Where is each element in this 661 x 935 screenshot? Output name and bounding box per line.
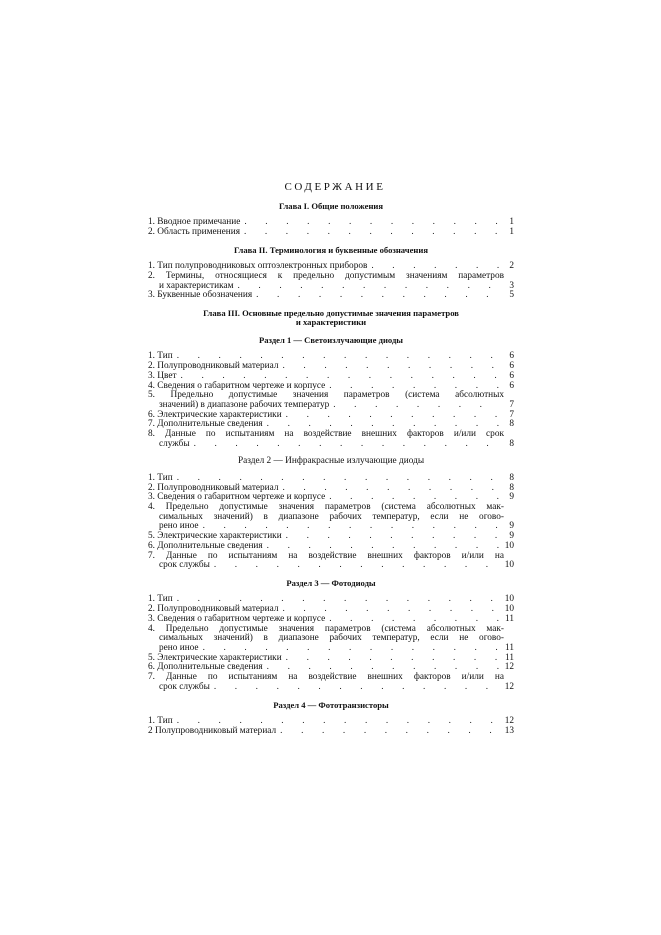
- page-number: 2: [509, 261, 514, 272]
- page-number: 3: [509, 280, 514, 291]
- entry-text: рено иное: [159, 521, 199, 532]
- toc-entry[interactable]: [148, 391, 514, 410]
- page-number: 9: [509, 521, 514, 532]
- page-number: 9: [509, 492, 514, 503]
- section-heading: Раздел 4 — Фототранзисторы: [273, 699, 389, 710]
- page-number: 1: [509, 217, 514, 228]
- entry-text: срок службы: [159, 681, 210, 692]
- section-heading: Глава I. Общие положения: [278, 200, 384, 211]
- entry-text: 1. Тип: [148, 351, 173, 362]
- toc-section: [148, 309, 514, 328]
- page-number: 8: [509, 419, 514, 430]
- entry-text: 8. Данные по испытаниям на воздействие внешних факторов и/или срок: [148, 429, 504, 440]
- page-number: 12: [504, 662, 514, 673]
- entry-text: 2 Полупроводниковый материал: [148, 725, 277, 736]
- entry-text: 6. Дополнительные сведения: [148, 540, 263, 551]
- toc-entry[interactable]: [148, 430, 514, 449]
- entry-text: службы: [159, 438, 190, 449]
- entry-text: 7. Дополнительные сведения: [148, 419, 263, 430]
- page-number: 8: [509, 482, 514, 493]
- dot-leader: [278, 362, 500, 372]
- page-number: 11: [505, 643, 514, 653]
- entry-text: 3. Цвет: [148, 370, 177, 381]
- page-number: 8: [509, 438, 514, 449]
- toc-section: [148, 579, 514, 693]
- entry-text: 3. Сведения о габаритном чертеже и корпусе: [148, 613, 326, 624]
- toc-entry[interactable]: [148, 228, 514, 238]
- entry-text: 1. Тип: [148, 472, 173, 483]
- entry-text: симальных значений) в диапазоне рабочих температур, если не огово-: [159, 633, 504, 644]
- page-number: 12: [504, 716, 514, 727]
- entry-text: 2. Полупроводниковый материал: [148, 604, 279, 615]
- entry-text: 3. Сведения о габаритном чертеже и корпусе: [148, 492, 326, 503]
- dot-leader: [210, 561, 500, 571]
- page-number: 6: [509, 361, 514, 372]
- entry-text: значений) в диапазоне рабочих температур: [159, 399, 330, 410]
- page-number: 5: [509, 290, 514, 301]
- entry-text: 1. Вводное примечание: [148, 217, 241, 228]
- toc-title: СОДЕРЖАНИЕ: [284, 181, 386, 193]
- section-heading: Раздел 3 — Фотодиоды: [286, 577, 376, 588]
- entry-text: 6. Дополнительные сведения: [148, 662, 263, 673]
- toc-entry[interactable]: [148, 727, 514, 737]
- dot-leader: [276, 727, 500, 737]
- table-of-contents: [148, 183, 514, 736]
- page-number: 7: [509, 409, 514, 420]
- entry-text: 2. Термины, относящиеся к предельно допустимым значениям параметров: [148, 270, 504, 281]
- page-number: 10: [504, 594, 514, 605]
- toc-section: [148, 246, 514, 301]
- toc-entry[interactable]: [148, 673, 514, 692]
- dot-leader: [240, 218, 500, 228]
- page-number: 11: [505, 613, 514, 624]
- page-number: 6: [509, 380, 514, 391]
- page-number: 6: [509, 351, 514, 362]
- dot-leader: [282, 532, 500, 542]
- page-number: 11: [505, 652, 514, 663]
- section-heading: Глава II. Терминология и буквенные обозначения: [234, 244, 428, 255]
- dot-leader: [190, 440, 500, 450]
- toc-entry[interactable]: [148, 291, 514, 301]
- entry-text: 3. Буквенные обозначения: [148, 290, 253, 301]
- page-number: 13: [504, 725, 514, 736]
- dot-leader: [252, 291, 500, 301]
- page-number: 12: [504, 681, 514, 692]
- toc-sections: [148, 202, 514, 737]
- dot-leader: [233, 282, 500, 292]
- toc-section: [148, 457, 514, 571]
- entry-text: 7. Данные по испытаниям на воздействие внешних факторов и/или на: [148, 672, 504, 683]
- section-heading: и характеристики: [295, 317, 367, 328]
- toc-entry[interactable]: [148, 552, 514, 571]
- page-number: 10: [504, 540, 514, 551]
- toc-section: [148, 701, 514, 737]
- toc-entry[interactable]: [148, 272, 514, 291]
- toc-section: [148, 202, 514, 238]
- dot-leader: [240, 228, 500, 238]
- entry-text: рено иное: [159, 643, 199, 653]
- section-heading: Глава III. Основные предельно допустимые значения параметров: [203, 307, 459, 318]
- entry-text: 1. Тип полупроводниковых оптоэлектронных приборов: [148, 261, 368, 272]
- toc-entry[interactable]: [148, 362, 514, 372]
- entry-text: и характеристикам: [159, 280, 234, 291]
- toc-entry[interactable]: [148, 625, 514, 654]
- entry-text: 2. Полупроводниковый материал: [148, 482, 279, 493]
- entry-text: 2. Область применения: [148, 226, 240, 237]
- section-heading: Раздел 2 — Инфракрасные излучающие диоды: [237, 456, 425, 467]
- entry-text: 4. Сведения о габаритном чертеже и корпусе: [148, 380, 326, 391]
- entry-text: 5. Электрические характеристики: [148, 652, 282, 663]
- dot-leader: [282, 654, 500, 664]
- entry-text: 5. Электрические характеристики: [148, 531, 282, 542]
- page-number: 7: [509, 399, 514, 410]
- page-number: 6: [509, 370, 514, 381]
- toc-section: [148, 336, 514, 450]
- entry-text: 6. Электрические характеристики: [148, 409, 282, 420]
- entry-text: 5. Предельно допустимые значения параметров (система абсолютных: [148, 390, 504, 401]
- entry-text: 4. Предельно допустимые значения параметров (система абсолютных мак-: [148, 623, 504, 634]
- entry-text: симальных значений) в диапазоне рабочих температур, если не огово-: [159, 511, 504, 522]
- page-number: 10: [504, 560, 514, 571]
- page-number: 8: [509, 472, 514, 483]
- page-number: 10: [504, 604, 514, 615]
- page-number: 9: [509, 531, 514, 542]
- entry-text: срок службы: [159, 560, 210, 571]
- section-heading: Раздел 1 — Светоизлучающие диоды: [258, 334, 404, 345]
- entry-text: 1. Тип: [148, 594, 173, 605]
- entry-text: 7. Данные по испытаниям на воздействие внешних факторов и/или на: [148, 550, 504, 561]
- page-number: 1: [509, 226, 514, 237]
- dot-leader: [210, 683, 500, 693]
- entry-text: 1. Тип: [148, 716, 173, 727]
- entry-text: 4. Предельно допустимые значения параметров (система абсолютных мак-: [148, 502, 504, 513]
- entry-text: 2. Полупроводниковый материал: [148, 361, 279, 372]
- dot-leader: [282, 411, 500, 421]
- dot-leader: [329, 401, 500, 411]
- toc-entry[interactable]: [148, 503, 514, 532]
